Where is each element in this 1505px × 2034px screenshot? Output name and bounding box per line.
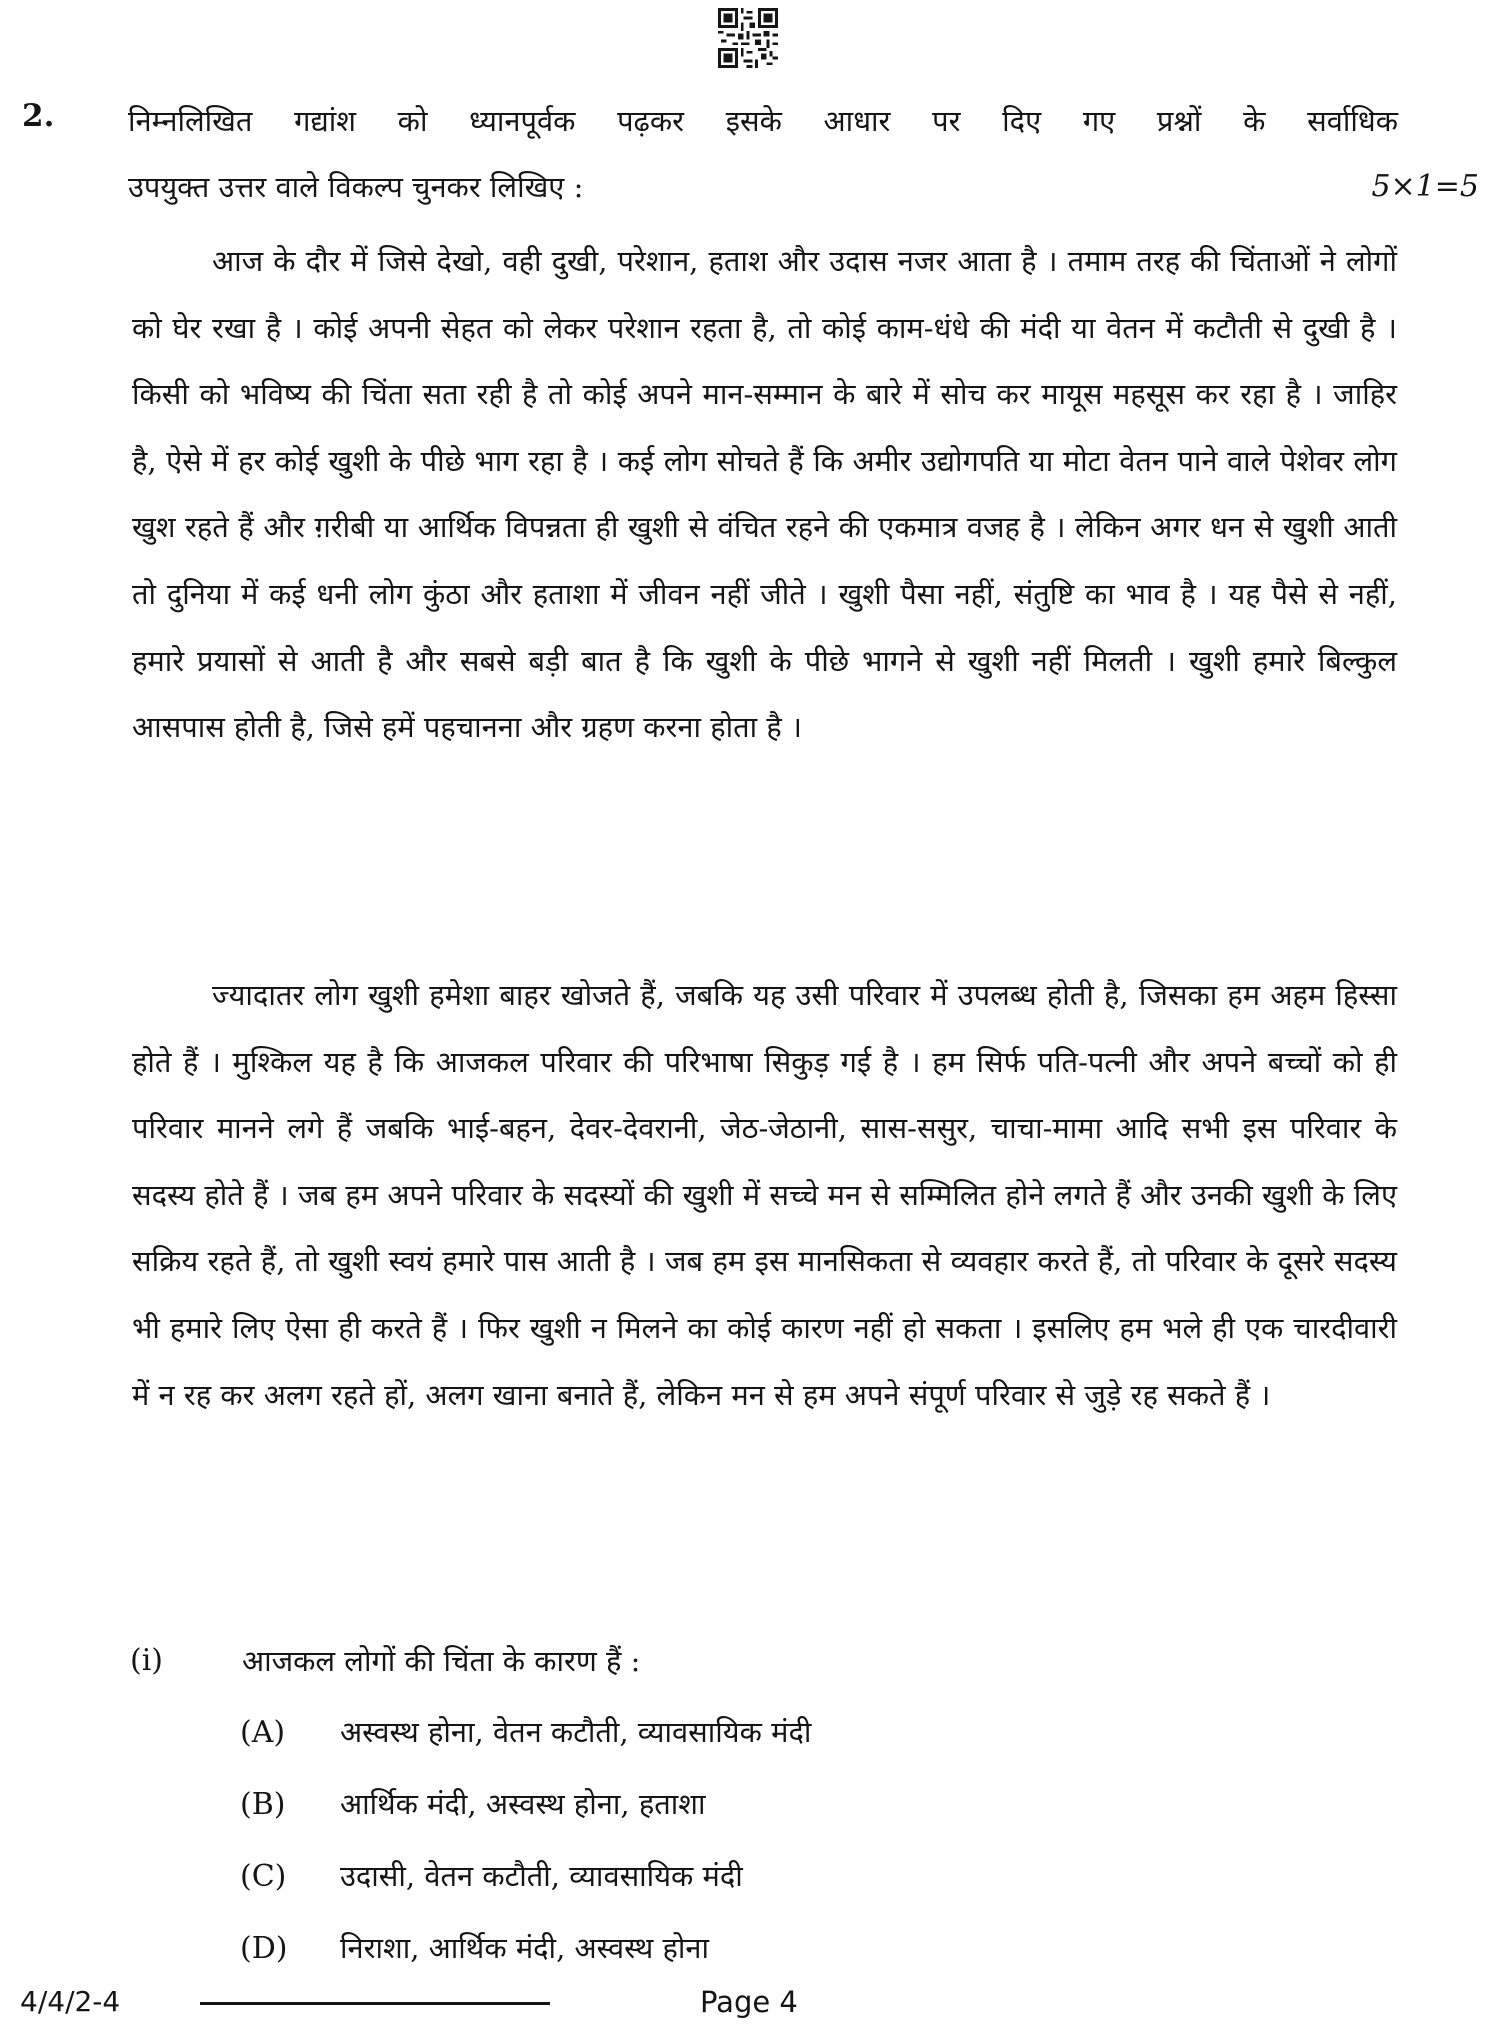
subquestion-text: आजकल लोगों की चिंता के कारण हैं : xyxy=(242,1644,641,1678)
qr-code-icon xyxy=(718,8,778,68)
question-number: 2. xyxy=(22,98,55,134)
option-c xyxy=(240,1840,1340,1912)
question-instruction-line1: निम्नलिखित गद्यांश को ध्यानपूर्वक पढ़कर इसके आधार पर दिए गए प्रश्नों के सर्वाधिक xyxy=(128,104,1398,138)
passage-paragraph-1: आज के दौर में जिसे देखो, वही दुखी, परेशान, हताश और उदास नजर आता है । तमाम तरह की चिंताओं ने लोगों को घेर रखा है । कोई अपनी सेहत को लेकर परेशान रहता है, तो कोई काम-धंधे की मंदी या वेतन में कटौती से दुखी है । किसी को भविष्य की चिंता सता रही है तो कोई अपने मान-सम्मान के बारे में सोच कर मायूस महसूस कर रहा है । जाहिर है, ऐसे में हर कोई खुशी के पीछे भाग रहा है । कई लोग सोचते हैं कि अमीर उद्योगपति या मोटा वेतन पाने वाले पेशेवर लोग खुश रहते हैं और ग़रीबी या आर्थिक विपन्नता ही खुशी से वंचित रहने की एकमात्र वजह है । लेकिन अगर धन से खुशी आती तो दुनिया में कई धनी लोग कुंठा और हताशा में जीवन नहीं जीते । खुशी पैसा नहीं, संतुष्टि का भाव है । यह पैसे से नहीं, हमारे प्रयासों से आती है और सबसे बड़ी बात है कि खुशी के पीछे भागने से खुशी नहीं मिलती । खुशी हमारे बिल्कुल आसपास होती है, जिसे हमें पहचानना और ग्रहण करना होता है । xyxy=(132,244,1397,745)
option-b xyxy=(240,1768,1340,1840)
option-text: उदासी, वेतन कटौती, व्यावसायिक मंदी xyxy=(340,1859,743,1893)
question-marks: 5×1=5 xyxy=(1371,169,1479,204)
option-text: अस्वस्थ होना, वेतन कटौती, व्यावसायिक मंदी xyxy=(340,1715,812,1749)
option-d xyxy=(240,1912,1340,1984)
option-text: आर्थिक मंदी, अस्वस्थ होना, हताशा xyxy=(340,1787,706,1821)
option-label: (D) xyxy=(240,1931,288,1966)
paper-code: 4/4/2-4 xyxy=(20,1985,121,2018)
passage-paragraph-2: ज्यादातर लोग खुशी हमेशा बाहर खोजते हैं, जबकि यह उसी परिवार में उपलब्ध होती है, जिसका हम अहम हिस्सा होते हैं । मुश्किल यह है कि आजकल परिवार की परिभाषा सिकुड़ गई है । हम सिर्फ पति-पत्नी और अपने बच्चों को ही परिवार मानने लगे हैं जबकि भाई-बहन, देवर-देवरानी, जेठ-जेठानी, सास-ससुर, चाचा-मामा आदि सभी इस परिवार के सदस्य होते हैं । जब हम अपने परिवार के सदस्यों की खुशी में सच्चे मन से सम्मिलित होने लगते हैं और उनकी खुशी के लिए सक्रिय रहते हैं, तो खुशी स्वयं हमारे पास आती है । जब हम इस मानसिकता से व्यवहार करते हैं, तो परिवार के दूसरे सदस्य भी हमारे लिए ऐसा ही करते हैं । फिर खुशी न मिलने का कोई कारण नहीं हो सकता । इसलिए हम भले ही एक चारदीवारी में न रह कर अलग रहते हों, अलग खाना बनाते हैं, लेकिन मन से हम अपने संपूर्ण परिवार से जुड़े रह सकते हैं । xyxy=(132,978,1397,1412)
answer-options xyxy=(240,1696,1340,1984)
question-instruction-line2: उपयुक्त उत्तर वाले विकल्प चुनकर लिखिए : xyxy=(128,170,584,204)
page-number: Page 4 xyxy=(700,1985,798,2019)
option-label: (A) xyxy=(240,1715,286,1750)
option-a xyxy=(240,1696,1340,1768)
option-label: (B) xyxy=(240,1787,286,1822)
option-label: (C) xyxy=(240,1859,287,1894)
footer-divider xyxy=(200,2002,550,2005)
subquestion-label: (i) xyxy=(130,1643,164,1678)
option-text: निराशा, आर्थिक मंदी, अस्वस्थ होना xyxy=(340,1931,710,1965)
